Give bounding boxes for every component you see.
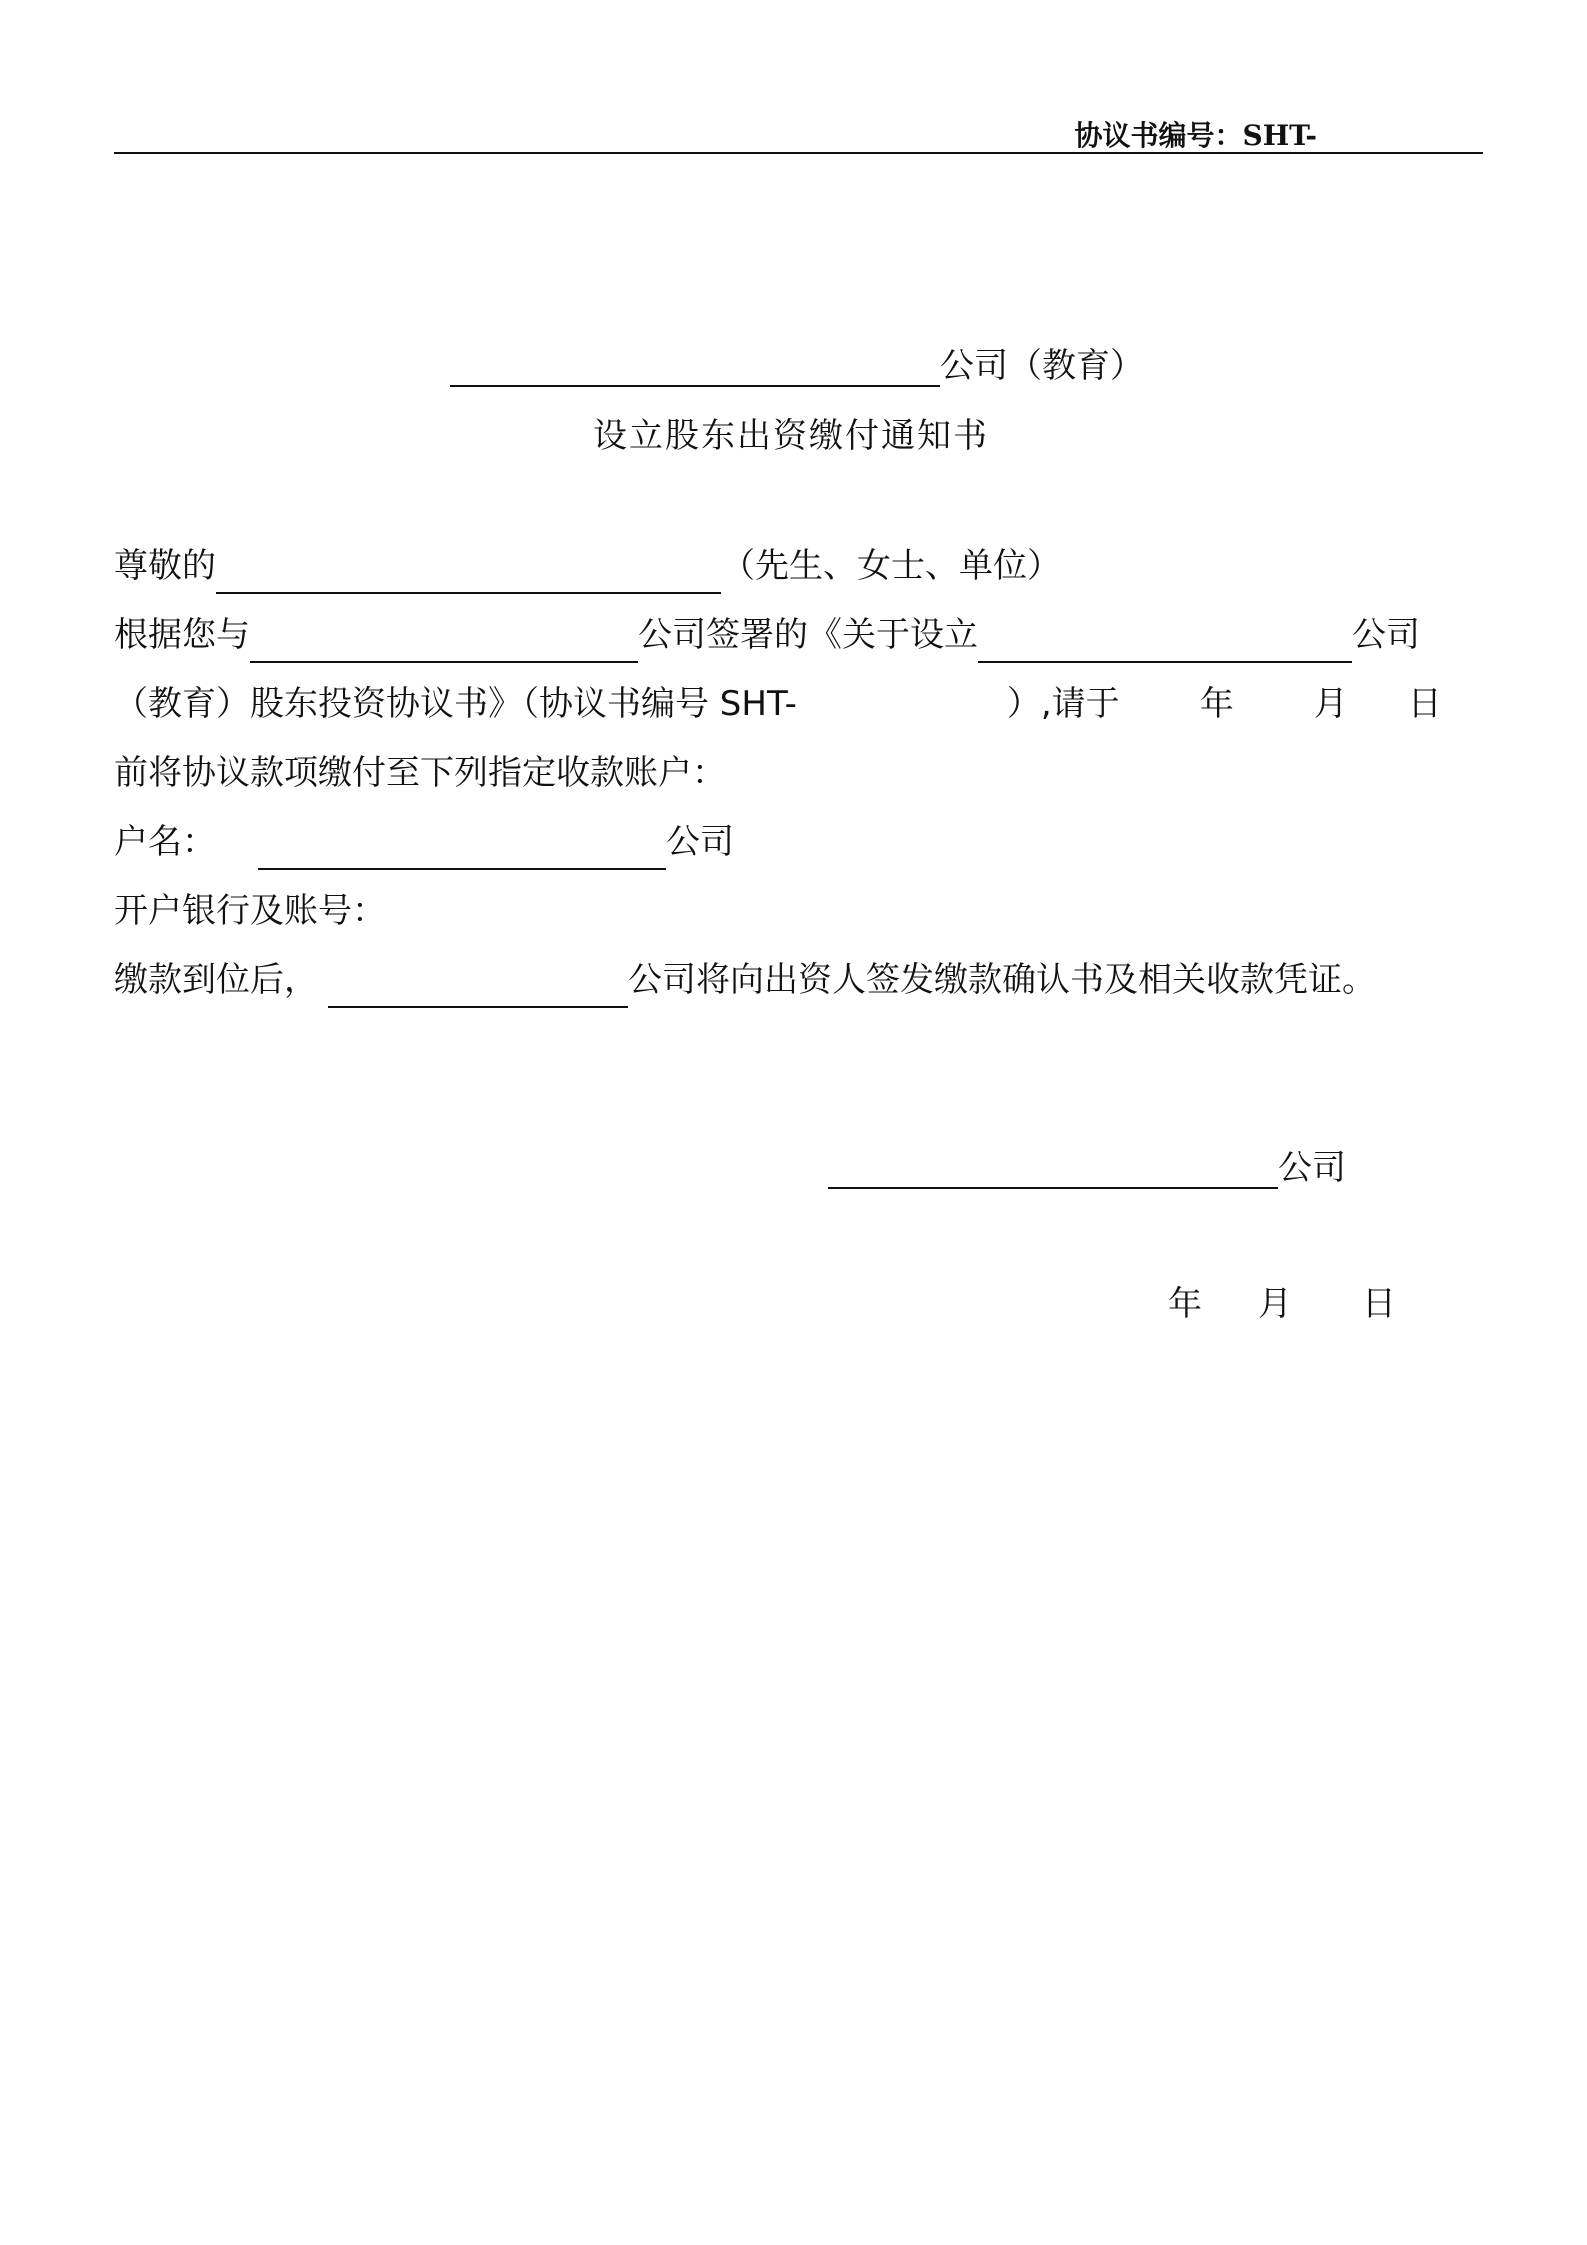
letter-body [114, 538, 1483, 1021]
company-name-blank[interactable] [450, 349, 940, 387]
bank-line: 开户银行及账号： [114, 891, 386, 931]
established-company-blank[interactable] [978, 625, 1352, 663]
agreement-text-b: 公司签署的《关于设立 [638, 615, 978, 655]
account-name-blank[interactable] [258, 832, 666, 870]
agreement-text-c: 公司 [1352, 615, 1420, 655]
signature-day: 日 [1362, 1284, 1396, 1324]
signature-year: 年 [1168, 1284, 1202, 1324]
confirmation-text-a: 缴款到位后， [114, 960, 318, 1000]
confirmation-line [114, 952, 1483, 1021]
instruction-line: 前将协议款项缴付至下列指定收款账户： [114, 753, 726, 793]
salutation-line [114, 538, 1483, 607]
title-company-suffix: 公司（教育） [940, 346, 1144, 386]
salutation-suffix: （先生、女士、单位） [721, 546, 1061, 586]
deadline-line [114, 676, 1483, 745]
signature-company-blank[interactable] [828, 1151, 1278, 1189]
deadline-year: 年 [1199, 684, 1234, 724]
deadline-month: 月 [1313, 684, 1348, 724]
agreement-text-a: 根据您与 [114, 615, 250, 655]
recipient-blank[interactable] [216, 556, 721, 594]
signature-date [1168, 1276, 1396, 1325]
title-line-1 [450, 338, 1144, 387]
header-divider [114, 152, 1483, 154]
deadline-text-b: ）,请于 [1006, 684, 1120, 724]
confirmation-text-b: 公司将向出资人签发缴款确认书及相关收款凭证。 [628, 960, 1376, 1000]
signature-company-suffix: 公司 [1278, 1148, 1346, 1188]
agreement-number: 协议书编号：SHT- [1074, 119, 1317, 152]
account-name-line [114, 814, 1483, 883]
agreement-line [114, 607, 1483, 676]
signature-company [828, 1140, 1346, 1189]
account-name-label: 户名： [114, 822, 216, 862]
signature-month: 月 [1258, 1284, 1292, 1324]
document-title: 设立股东出资缴付通知书 [593, 416, 989, 456]
issuing-company-blank[interactable] [328, 970, 628, 1008]
salutation-prefix: 尊敬的 [114, 546, 216, 586]
account-name-suffix: 公司 [666, 822, 734, 862]
deadline-day: 日 [1407, 684, 1442, 724]
party-company-blank[interactable] [250, 625, 638, 663]
deadline-text-a: （教育）股东投资协议书》（协议书编号 SHT- [114, 684, 797, 724]
